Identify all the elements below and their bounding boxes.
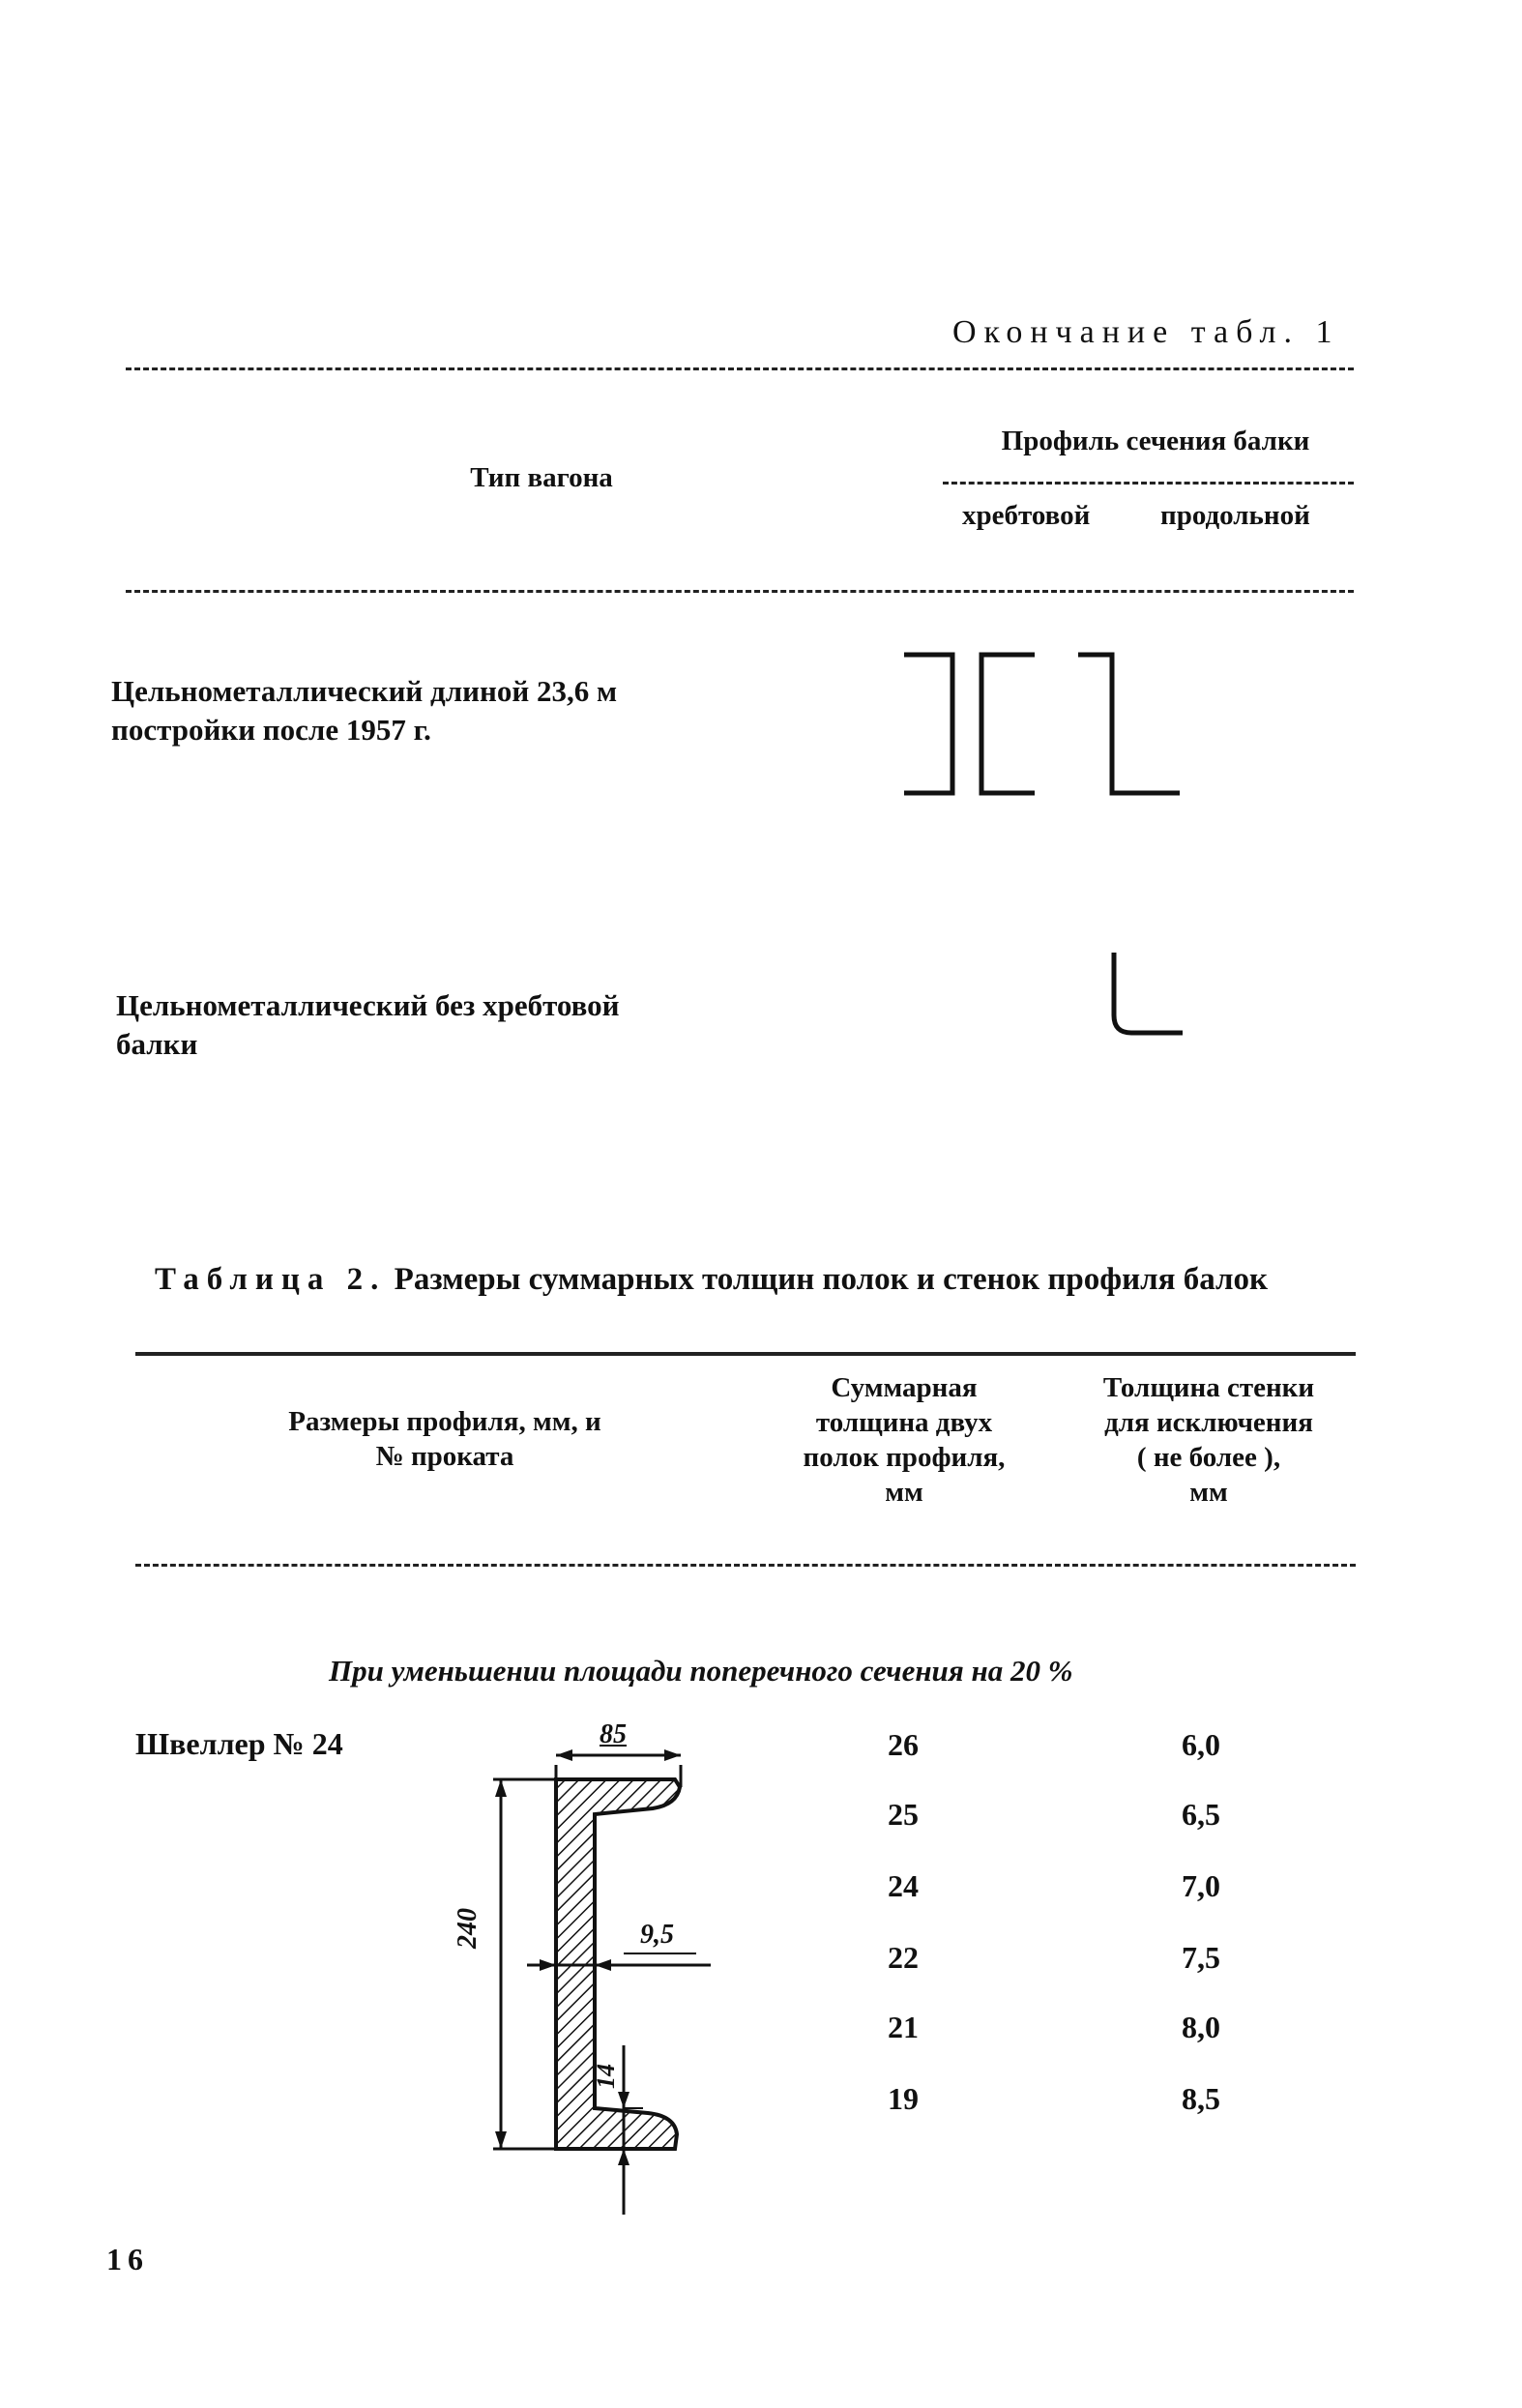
table2-title-text: Размеры суммарных толщин полок и стенок профиля балок (394, 1262, 1269, 1297)
table2-title-prefix: Таблица 2. (155, 1262, 387, 1297)
dim-web-label: 9,5 (640, 1920, 674, 1950)
profile-angle-icon (1102, 948, 1199, 1044)
table2-col3-line2: для исключения (1104, 1407, 1313, 1438)
dim-width-label: 85 (600, 1719, 627, 1749)
table2-col2-line1: Суммарная (831, 1372, 978, 1403)
table2-col2-header (745, 1370, 1064, 1510)
table2-header-rule (135, 1564, 1356, 1567)
profile-name: Швеллер № 24 (135, 1726, 343, 1761)
sum-value-4: 22 (888, 1940, 919, 1975)
table2-col3-line1: Толщина стенки (1102, 1372, 1315, 1403)
table2-top-rule (135, 1352, 1356, 1356)
table2-col1-line2: № проката (375, 1441, 514, 1472)
page-number: 16 (106, 2242, 149, 2276)
sum-value-1: 26 (888, 1727, 919, 1762)
table2-col3-line3: ( не более ), (1136, 1442, 1281, 1473)
table2-col2-line2: толщина двух (815, 1407, 993, 1438)
table1-header-rule (126, 590, 1354, 593)
wagon-type-row-2-line1: Цельнометаллический без хребтовой (116, 988, 620, 1022)
web-value-3: 7,0 (1182, 1868, 1220, 1903)
table2-col1-header (232, 1404, 658, 1474)
wagon-type-row-1 (111, 672, 617, 749)
profile-longitudinal-z-icon (1073, 643, 1209, 808)
table2-col2-line4: мм (885, 1477, 923, 1508)
col-header-profile: Профиль сечения балки (1001, 426, 1310, 456)
table2-col1-line1: Размеры профиля, мм, и (288, 1406, 601, 1437)
continuation-label: Окончание табл. 1 (952, 314, 1340, 350)
table2-col3-line4: мм (1189, 1477, 1228, 1508)
table2-col3-header (1064, 1370, 1354, 1510)
profile-subheader-rule (943, 482, 1354, 485)
channel-section-drawing (454, 1712, 745, 2234)
sum-value-2: 25 (888, 1797, 919, 1832)
table2-col2-line3: полок профиля, (803, 1442, 1006, 1473)
sum-value-6: 19 (888, 2081, 919, 2116)
web-value-6: 8,5 (1182, 2081, 1220, 2116)
wagon-type-row-2 (116, 986, 620, 1064)
col-header-longitudinal: продольной (1160, 500, 1310, 531)
section-title: При уменьшении площади поперечного сечения на 20 % (329, 1654, 1073, 1688)
dim-height-label: 240 (453, 1908, 483, 1949)
wagon-type-row-2-line2: балки (116, 1027, 198, 1061)
wagon-type-row-1-line2: постройки после 1957 г. (111, 713, 431, 747)
col-header-ridge: хребтовой (962, 500, 1091, 531)
web-value-1: 6,0 (1182, 1727, 1220, 1762)
col-header-wagon-type: Тип вагона (470, 462, 613, 493)
sum-value-3: 24 (888, 1868, 919, 1903)
web-value-4: 7,5 (1182, 1940, 1220, 1975)
wagon-type-row-1-line1: Цельнометаллический длиной 23,6 м (111, 674, 618, 708)
table2-title (155, 1262, 1268, 1298)
dim-flange-label: 14 (592, 2064, 620, 2089)
web-value-2: 6,5 (1182, 1797, 1220, 1832)
sum-value-5: 21 (888, 2010, 919, 2044)
table1-top-rule (126, 367, 1354, 370)
web-value-5: 8,0 (1182, 2010, 1220, 2044)
